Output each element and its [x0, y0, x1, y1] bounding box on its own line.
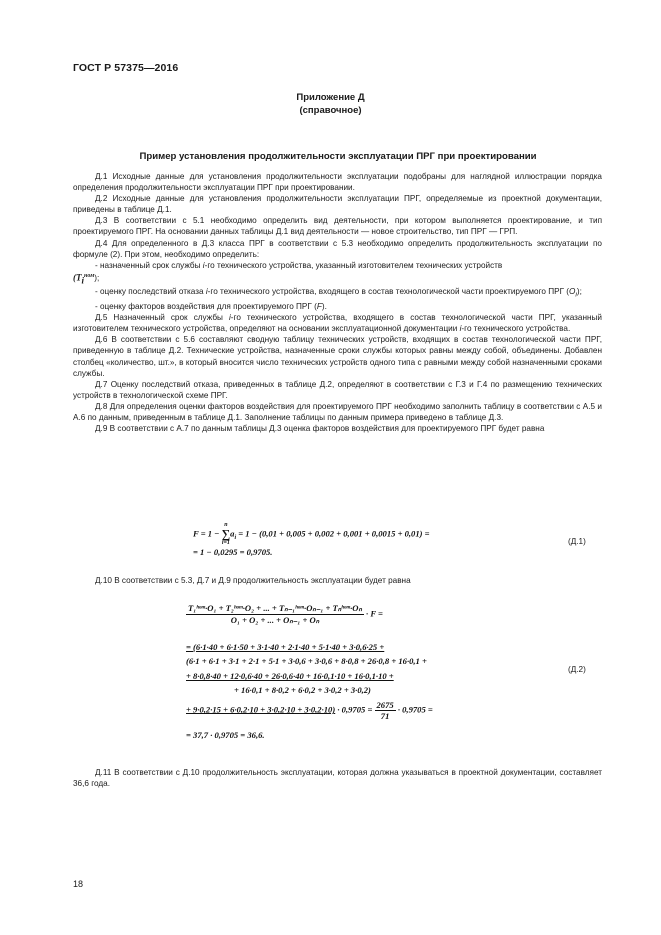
body-text	[73, 171, 602, 434]
paragraph-d4: Д.4 Для определенного в Д.3 класса ПРГ в соответствии с 5.3 необходимо определить продолжительность эксплуатации по формуле (2). При этом, необходимо определить:	[73, 238, 602, 259]
formula-d2-line1: $\frac{\text{T₁ʰᵒᵐ·O₁ + T₂ʰᵒᵐ·O₂ + ... + Tₙ₋₁ʰᵒᵐ·Oₙ₋₁ + Tₙʰᵒᵐ·Oₙ}}{\text{O₁ + O₂ + ... + Oₙ₋₁ + Oₙ}}$ · F =	[188, 603, 383, 625]
paragraph-d8: Д.8 Для определения оценки факторов воздействия для проектируемого ПРГ необходимо заполнить таблицу в соответствии с А.5 и А.6 по данным, приведенным в таблице Д.1. Заполнение таблицы по данным примера приведено в таблице Д.3.	[73, 401, 602, 422]
page-number: 18	[73, 879, 84, 889]
paragraph-d7: Д.7 Оценку последствий отказа, приведенных в таблице Д.2, определяют в соответствии с Г.3 и Г.4 по размещению технических устройств в технологической схеме ПРГ.	[73, 379, 602, 400]
paragraph-d1: Д.1 Исходные данные для установления продолжительности эксплуатации подобраны для наглядной иллюстрации порядка определения продолжительности эксплуатации ПРГ при проектировании.	[73, 172, 602, 193]
body-text-3	[73, 767, 602, 789]
annex-title: Приложение Д	[296, 92, 365, 103]
formula-d1-line1: F = 1 − n ∑ i=1 $a_i = 1 - (0,01 + 0,005 + 0,002 + 0,001 + 0,0015 + 0,01)$ =	[193, 522, 430, 546]
section-heading: Пример установления продолжительности эксплуатации ПРГ при проектировании	[139, 151, 537, 162]
paragraph-d10: Д.10 В соответствии с 5.3, Д.7 и Д.9 продолжительность эксплуатации будет равна	[95, 576, 411, 585]
formula-d2-line3: (6·1 + 6·1 + 3·1 + 2·1 + 5·1 + 3·0,6 + 3·0,6 + 8·0,8 + 26·0,8 + 16·0,1 +	[186, 656, 427, 666]
paragraph-d6: Д.6 В соответствии с 5.6 составляют сводную таблицу технических устройств, входящих в состав технологической части ПРГ, приведенную в таблице Д.2. Технические устройства, назначенные сроки службы которых равны между собой, объединены. Добавлен столбец «количество, шт.», в который вносится число технических устройств одного типа с равными между собой назначенными сроками службы.	[73, 335, 602, 378]
paragraph-d11: Д.11 В соответствии с Д.10 продолжительность эксплуатации, которая должна указываться в проектной документации, составляет 36,6 года.	[73, 768, 602, 789]
paragraph-d3: Д.3 В соответствии с 5.1 необходимо определить вид деятельности, при котором выполняется проектирование, и тип проектируемого ПРГ. На основании данных таблицы Д.1 вид деятельности — новое строительство, тип ПРГ — ГРП.	[73, 216, 602, 237]
formula-d1-number: (Д.1)	[568, 537, 586, 546]
bullet-service-life: - назначенный срок службы i-го технического устройства, указанный изготовителем технических устройств	[95, 260, 503, 270]
bullet-service-life-symbol: $(T_i^{ном})$;	[73, 272, 100, 286]
formula-d2-line6: + 9·0,2·15 + 6·0,2·10 + 3·0,2·10 + 3·0,2·10) · 0,9705 = $\frac{2675}{71}$ · 0,9705 =	[186, 700, 433, 721]
formula-d2-line4: + 8·0,8·40 + 12·0,6·40 + 26·0,6·40 + 16·0,1·10 + 16·0,1·10 +	[186, 671, 394, 681]
body-text-2	[73, 575, 602, 586]
bullet-impact-factors: - оценку факторов воздействия для проектируемого ПРГ (F).	[95, 302, 327, 312]
paragraph-d5: Д.5 Назначенный срок службы i-го технического устройства, входящего в состав технологической части ПРГ, указанный изготовителем технического устройства, определяют на основании эксплуатационной документации i-го технического устройства.	[73, 313, 602, 334]
bullet-failure-consequences: - оценку последствий отказа i-го технического устройства, входящего в состав технологической части проектируемого ПРГ $(O_i)$;	[95, 287, 582, 299]
formula-d2-line7: = 37,7 · 0,9705 = 36,6.	[186, 730, 265, 740]
formula-d2-line2: = (6·1·40 + 6·1·50 + 3·1·40 + 2·1·40 + 5·1·40 + 3·0,6·25 +	[186, 642, 385, 652]
annex-subtitle: (справочное)	[299, 105, 362, 116]
paragraph-d9: Д.9 В соответствии с А.7 по данным таблицы Д.3 оценка факторов воздействия для проектируемого ПРГ будет равна	[95, 424, 545, 434]
document-header: ГОСТ Р 57375—2016	[73, 62, 179, 74]
formula-d2-number: (Д.2)	[568, 665, 586, 674]
formula-d2-fraction: $\frac{\text{T₁ʰᵒᵐ·O₁ + T₂ʰᵒᵐ·O₂ + ... + Tₙ₋₁ʰᵒᵐ·Oₙ₋₁ + Tₙʰᵒᵐ·Oₙ}}{\text{O₁ + O₂ + ... + Oₙ₋₁ + Oₙ}}$	[188, 603, 362, 625]
sum-symbol: n ∑ i=1	[221, 522, 231, 546]
formula-d1-line2: = 1 − 0,0295 = 0,9705.	[193, 547, 273, 557]
paragraph-d2: Д.2 Исходные данные для установления продолжительности эксплуатации ПРГ, определяемые из проектной документации, приведены в таблице Д.1.	[73, 194, 602, 215]
formula-d2-result-fraction: $\frac{2675}{71}$	[376, 700, 394, 721]
formula-d2-line5: + 16·0,1 + 8·0,2 + 6·0,2 + 3·0,2 + 3·0,2)	[234, 685, 371, 695]
